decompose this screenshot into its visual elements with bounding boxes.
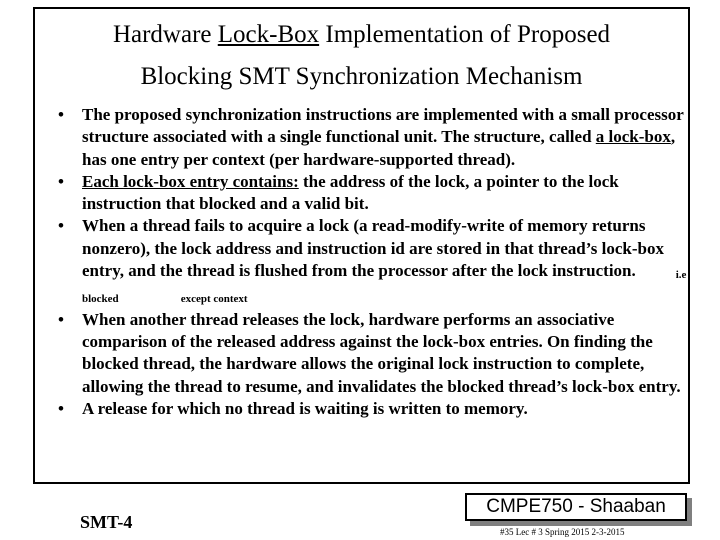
slide-id: SMT-4 bbox=[80, 512, 133, 532]
bullet-dot: • bbox=[58, 398, 64, 418]
annotation-except-context: except context bbox=[180, 293, 248, 306]
bullet-2-text-b: the address of the lock, a pointer to the lock instruction that blocked and a valid bit. bbox=[82, 171, 619, 214]
bullet-4-text: When another thread releases the lock, hardware performs an associative comparison of the released address against the lock-box entries. On finding the blocked thread, the hardware allows the original lock instruction to complete, allowing the thread to resume, and invalidates the blocked thread’s lock-box entry. bbox=[82, 309, 681, 396]
bullet-item bbox=[54, 398, 688, 420]
course-box: CMPE750 - Shaaban bbox=[465, 493, 687, 521]
bullet-item bbox=[54, 171, 688, 216]
bullet-dot: • bbox=[58, 171, 64, 191]
bullet-3-text: When a thread fails to acquire a lock (a read-modify-write of memory returns nonzero), the lock address and instruction id are stored in that thread’s lock-box entry, and the thread is flushed from the processor after the lock instruction. bbox=[82, 216, 664, 281]
bullet-list bbox=[54, 104, 688, 420]
bullet-item bbox=[54, 104, 688, 171]
bullet-1-text-a: The proposed synchronization instructions are implemented with a small processor structure associated with a single functional unit. The structure, called bbox=[82, 105, 684, 147]
bullet-dot: • bbox=[58, 105, 64, 124]
title-line2: Blocking SMT Synchronization Mechanism bbox=[140, 63, 583, 90]
bullet-item bbox=[54, 215, 688, 308]
bullet-5-text: A release for which no thread is waiting is written to memory. bbox=[82, 398, 528, 418]
title-underlined: Lock-Box bbox=[217, 21, 320, 48]
bullet-dot: • bbox=[58, 216, 64, 236]
bullet-1-term: a lock-box bbox=[595, 127, 671, 147]
title-part1: Hardware bbox=[112, 21, 218, 48]
slide-title bbox=[33, 14, 690, 98]
bullet-item bbox=[54, 309, 688, 398]
title-part2: Implementation of Proposed bbox=[319, 21, 611, 48]
bullet-1-text-b: , has one entry per context (per hardware-supported thread). bbox=[82, 127, 676, 169]
annotation-blocked: i.e blocked bbox=[82, 269, 687, 306]
bullet-2-term: Each lock-box entry contains: bbox=[82, 171, 299, 191]
footer-text: #35 Lec # 3 Spring 2015 2-3-2015 bbox=[500, 527, 625, 537]
bullet-dot: • bbox=[58, 309, 64, 329]
